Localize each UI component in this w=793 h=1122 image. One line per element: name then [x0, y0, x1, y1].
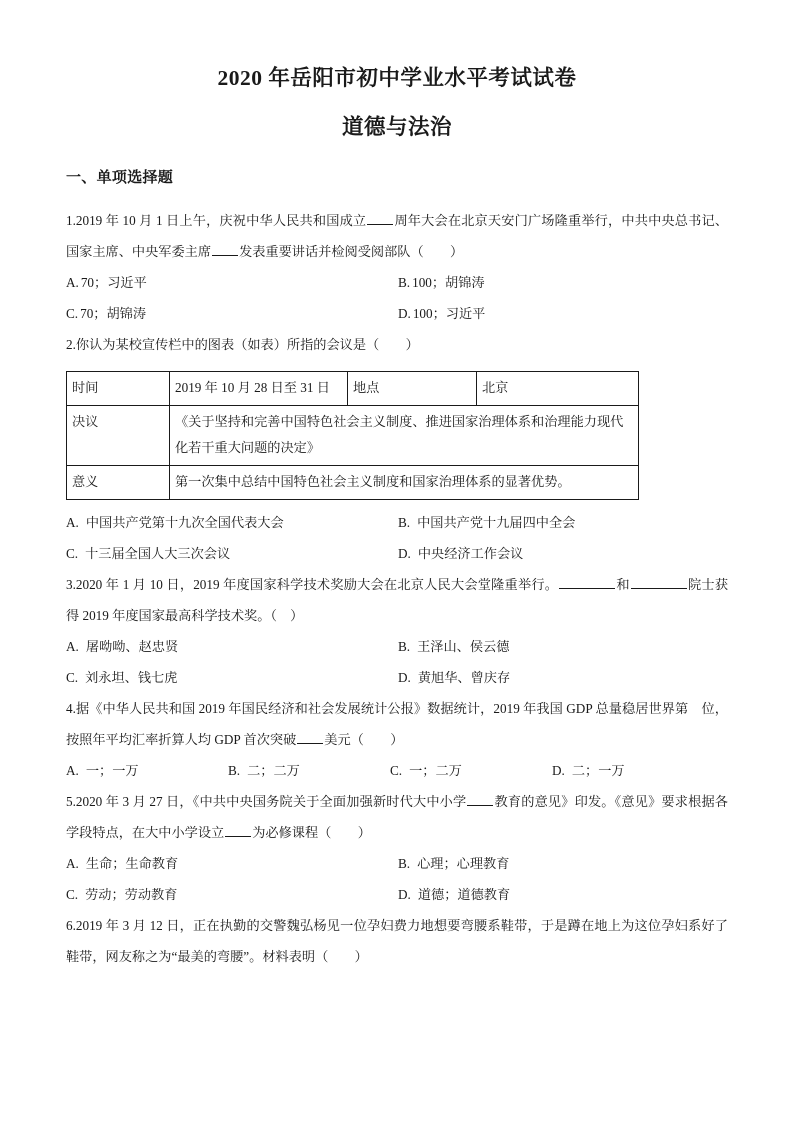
- table-cell-significance-label: 意义: [67, 466, 170, 500]
- question-4-stem-part-2: 美元（ ）: [324, 732, 404, 747]
- question-1-blank-2: [212, 240, 238, 256]
- question-3-stem-part-3: 院士获得 2019 年度国家最高科学技术奖。（ ）: [66, 577, 729, 623]
- document-subject-title: 道德与法治: [341, 114, 452, 139]
- table-cell-place-label: 地点: [348, 372, 477, 406]
- table-cell-resolution-value: 《关于坚持和完善中国特色社会主义制度、推进国家治理体系和治理能力现代化若干重大问题的决定》: [170, 406, 639, 466]
- table-cell-place-value: 北京: [477, 372, 639, 406]
- question-4-option-c-text: 一；二万: [409, 763, 462, 778]
- question-1-stem-part-3: 发表重要讲话并检阅受阅部队（ ）: [239, 244, 464, 259]
- question-5-stem-part-3: 为必修课程（ ）: [252, 825, 371, 840]
- question-2-options-row-2: [66, 538, 728, 569]
- question-5-option-b[interactable]: [398, 848, 730, 879]
- question-4-stem: [66, 693, 728, 755]
- question-1-option-a-text: 70；习近平: [80, 275, 147, 290]
- question-5-blank-1: [467, 790, 493, 806]
- question-5-option-d-letter: D.: [398, 887, 411, 902]
- question-5-options-row-1: [66, 848, 728, 879]
- question-4-stem-part-1: 4.据《中华人民共和国 2019 年国民经济和社会发展统计公报》数据统计，2019 年我国 GDP 总量稳居世界第 位，按照年平均汇率折算人均 GDP 首次突破: [66, 701, 728, 747]
- question-3-option-d[interactable]: [398, 662, 730, 693]
- question-1-option-d-text: 100；习近平: [412, 306, 486, 321]
- page-content: [66, 0, 728, 972]
- question-4-options-row: [66, 755, 728, 786]
- question-5-option-a[interactable]: [66, 848, 398, 879]
- question-1-option-c-letter: C.: [66, 306, 79, 321]
- question-1-option-d-letter: D.: [398, 306, 411, 321]
- question-3-option-b-letter: B.: [398, 639, 411, 654]
- question-3-stem-part-1: 3.2020 年 1 月 10 日，2019 年度国家科学技术奖励大会在北京人民大会堂隆重举行。: [66, 577, 559, 592]
- question-3-option-a-letter: A.: [66, 639, 79, 654]
- question-1-options-row-1: [66, 267, 728, 298]
- question-1-option-c-text: 70；胡锦涛: [80, 306, 147, 321]
- question-1-option-a-letter: A.: [66, 275, 79, 290]
- question-2-option-b[interactable]: [398, 507, 730, 538]
- question-5-stem-part-1: 5.2020 年 3 月 27 日，《中共中央国务院关于全面加强新时代大中小学: [66, 794, 467, 809]
- question-3-stem: [66, 569, 728, 631]
- question-3-option-b[interactable]: [398, 631, 730, 662]
- question-5-option-c-text: 劳动；劳动教育: [85, 887, 178, 902]
- question-1-option-b[interactable]: [398, 267, 730, 298]
- question-1-stem-part-1: 1.2019 年 10 月 1 日上午，庆祝中华人民共和国成立: [66, 213, 367, 228]
- table-cell-time-label: 时间: [67, 372, 170, 406]
- question-5-option-d-text: 道德；道德教育: [417, 887, 511, 902]
- question-5-option-d[interactable]: [398, 879, 730, 910]
- question-3-option-b-text: 王泽山、侯云德: [417, 639, 510, 654]
- question-3-option-a-text: 屠呦呦、赵忠贤: [85, 639, 179, 654]
- question-4-option-b-letter: B.: [228, 763, 241, 778]
- question-2-option-d[interactable]: [398, 538, 730, 569]
- question-1-option-b-letter: B.: [398, 275, 411, 290]
- question-2-option-b-text: 中国共产党十九届四中全会: [417, 515, 576, 530]
- table-cell-significance-value: 第一次集中总结中国特色社会主义制度和国家治理体系的显著优势。: [170, 466, 639, 500]
- question-2-option-a-text: 中国共产党第十九次全国代表大会: [85, 515, 284, 530]
- question-4-option-b[interactable]: [228, 755, 390, 786]
- question-4-option-d-letter: D.: [552, 763, 565, 778]
- table-row: [67, 406, 639, 466]
- question-5-option-c[interactable]: [66, 879, 398, 910]
- question-1-blank-1: [367, 209, 393, 225]
- question-3-option-c[interactable]: [66, 662, 398, 693]
- question-3-option-d-text: 黄旭华、曾庆存: [417, 670, 511, 685]
- question-1-option-c[interactable]: [66, 298, 398, 329]
- question-3-options-row-2: [66, 662, 728, 693]
- question-1-option-d[interactable]: [398, 298, 730, 329]
- question-3-option-c-text: 刘永坦、钱七虎: [85, 670, 178, 685]
- question-5-blank-2: [225, 821, 251, 837]
- question-5-option-c-letter: C.: [66, 887, 79, 902]
- question-1-options-row-2: [66, 298, 728, 329]
- question-2-option-b-letter: B.: [398, 515, 411, 530]
- question-3-option-c-letter: C.: [66, 670, 79, 685]
- question-3-options-row-1: [66, 631, 728, 662]
- document-title: 2020 年岳阳市初中学业水平考试试卷: [217, 66, 577, 90]
- question-5-options-row-2: [66, 879, 728, 910]
- question-3-option-d-letter: D.: [398, 670, 411, 685]
- question-5-stem-part-2: 教育的意见》印发。《意见》要求根据各学段特点，在大中小学设立: [66, 794, 728, 840]
- question-4-option-a-text: 一；一万: [85, 763, 139, 778]
- question-1-stem: [66, 205, 728, 267]
- question-3-stem-part-2: 和: [616, 577, 630, 592]
- question-5-option-b-letter: B.: [398, 856, 411, 871]
- question-4-option-a[interactable]: [66, 755, 228, 786]
- question-4-option-a-letter: A.: [66, 763, 79, 778]
- question-4-option-c[interactable]: [390, 755, 552, 786]
- table-row: [67, 372, 639, 406]
- question-4-blank-1: [297, 728, 323, 744]
- question-2-option-a-letter: A.: [66, 515, 79, 530]
- question-2-stem: 2.你认为某校宣传栏中的图表（如表）所指的会议是（ ）: [66, 337, 419, 352]
- question-1-option-b-text: 100；胡锦涛: [412, 275, 485, 290]
- question-5-stem: [66, 786, 728, 848]
- question-2-option-a[interactable]: [66, 507, 398, 538]
- question-2-options-row-1: [66, 507, 728, 538]
- table-cell-time-value: 2019 年 10 月 28 日至 31 日: [170, 372, 348, 406]
- question-3-blank-2: [631, 573, 687, 589]
- question-4-option-c-letter: C.: [390, 763, 403, 778]
- question-3-option-a[interactable]: [66, 631, 398, 662]
- question-2-option-c-letter: C.: [66, 546, 79, 561]
- question-4-option-b-text: 二；二万: [247, 763, 300, 778]
- question-4-option-d[interactable]: [552, 755, 714, 786]
- question-2-meeting-table: [66, 371, 639, 500]
- question-5-option-b-text: 心理；心理教育: [417, 856, 510, 871]
- question-2-option-c[interactable]: [66, 538, 398, 569]
- question-2-option-c-text: 十三届全国人大三次会议: [85, 546, 231, 561]
- question-5-option-a-text: 生命；生命教育: [85, 856, 179, 871]
- question-4-option-d-text: 二；一万: [571, 763, 625, 778]
- question-6-stem: 6.2019 年 3 月 12 日，正在执勤的交警魏弘杨见一位孕妇费力地想要弯腰系鞋带，于是蹲在地上为这位孕妇系好了鞋带，网友称之为“最美的弯腰”。材料表明（ ）: [66, 918, 728, 964]
- question-1-option-a[interactable]: [66, 267, 398, 298]
- question-2-option-d-text: 中央经济工作会议: [417, 546, 524, 561]
- question-2-option-d-letter: D.: [398, 546, 411, 561]
- table-row: [67, 466, 639, 500]
- table-cell-resolution-label: 决议: [67, 406, 170, 466]
- question-3-blank-1: [559, 573, 615, 589]
- section-heading-multiple-choice: 一、单项选择题: [66, 170, 174, 186]
- question-5-option-a-letter: A.: [66, 856, 79, 871]
- question-1-stem-part-2: 周年大会在北京天安门广场隆重举行，中共中央总书记、国家主席、中央军委主席: [66, 213, 729, 259]
